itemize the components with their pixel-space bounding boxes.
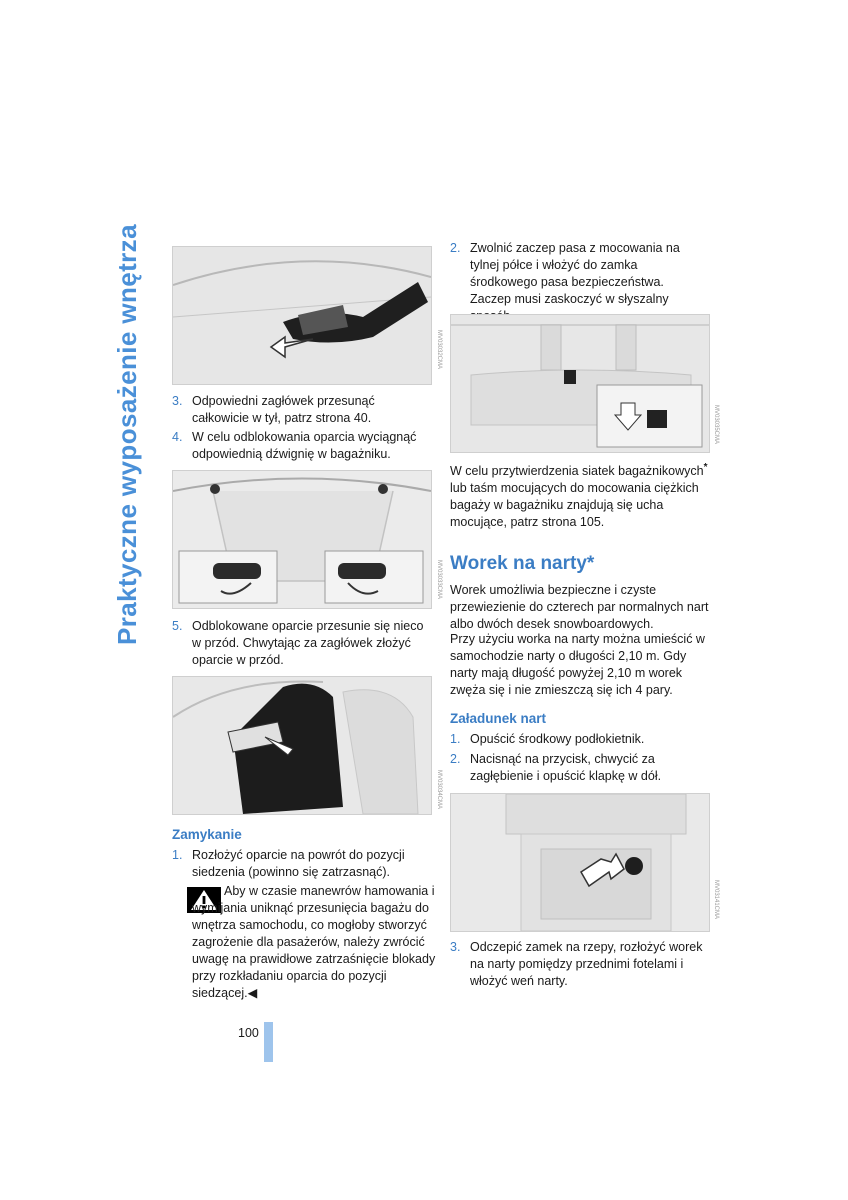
- step-number: 3.: [172, 394, 183, 408]
- headrest-pull-illustration: [173, 247, 431, 384]
- trunk-levers-illustration: [173, 471, 431, 608]
- step-text: Odpowiedni zagłówek przesunąć całkowicie w tył, patrz strona 40.: [192, 394, 375, 425]
- armrest-button-illustration: [451, 794, 709, 931]
- belt-buckle-illustration: [451, 315, 709, 452]
- list-item-step-4: [172, 429, 434, 463]
- step-number: 2.: [450, 241, 461, 255]
- figure-code: MV03035CMA: [713, 405, 719, 445]
- section-heading-closing: Zamykanie: [172, 827, 242, 842]
- section-heading-loading: Załadunek nart: [450, 711, 547, 726]
- list-item-step-2: [450, 240, 712, 308]
- step-number: 1.: [450, 732, 461, 746]
- step-text: Rozłożyć oparcie na powrót do pozycji siedzenia (powinno się zatrzasnąć).: [192, 848, 405, 879]
- step-number: 4.: [172, 430, 183, 444]
- nets-paragraph-text-a: W celu przytwierdzenia siatek bagażnikowych: [450, 464, 704, 479]
- step-text: Nacisnąć na przycisk, chwycić za zagłębienie i opuścić klapkę w dół.: [470, 752, 662, 783]
- step-number: 1.: [172, 848, 183, 862]
- nets-paragraph: [450, 459, 712, 531]
- nets-paragraph-star: *: [703, 462, 708, 473]
- figure-headrest-pull: [172, 246, 432, 385]
- page-marker-bar: [264, 1022, 273, 1062]
- list-item-step-3: [172, 393, 434, 427]
- step-text: Odczepić zamek na rzepy, rozłożyć worek na narty pomiędzy przednimi fotelami i włożyć weń narty.: [470, 940, 703, 988]
- figure-code: MV03033CMA: [436, 560, 442, 600]
- list-item-loading-step-3: [450, 939, 712, 990]
- step-text: Opuścić środkowy podłokietnik.: [470, 732, 645, 746]
- figure-seatback-fold: [172, 676, 432, 815]
- page-number: 100: [238, 1026, 259, 1040]
- list-item-step-5: [172, 618, 434, 669]
- figure-trunk-levers: [172, 470, 432, 609]
- section-heading-ski-bag: Worek na narty*: [450, 553, 595, 574]
- list-item-loading-step-2: [450, 751, 712, 785]
- seatback-fold-illustration: [173, 677, 431, 814]
- ski-intro-paragraph: Worek umożliwia bezpieczne i czyste przewiezienie do czterech par normalnych nart albo dwóch desek snowboardowych.: [450, 583, 709, 631]
- list-item-loading-step-1: [450, 731, 712, 748]
- figure-code: MV03034CMA: [436, 770, 442, 810]
- step-text: W celu odblokowania oparcia wyciągnąć odpowiednią dźwignię w bagażniku.: [192, 430, 417, 461]
- list-item-closing-step-1: [172, 847, 434, 881]
- step-text: Odblokowane oparcie przesunie się nieco w przód. Chwytając za zagłówek złożyć oparcie w przód.: [192, 619, 424, 667]
- figure-belt-buckle: [450, 314, 710, 453]
- chapter-side-title: Praktyczne wyposażenie wnętrza: [112, 224, 142, 645]
- ski-note-paragraph: Przy użyciu worka na narty można umieścić w samochodzie narty o długości 2,10 m. Gdy narty mają długość powyżej 2,10 m worek zwęża się i nie zmieszczą się ich 4 pary.: [450, 632, 705, 697]
- figure-armrest-button: [450, 793, 710, 932]
- figure-code: MV03032CMA: [436, 330, 442, 370]
- step-number: 5.: [172, 619, 183, 633]
- figure-code: MV03141CMA: [713, 880, 719, 920]
- warning-text: Aby w czasie manewrów hamowania i wymijania uniknąć przesunięcia bagażu do wnętrza samochodu, co mogłoby stworzyć zagrożenie dla pasażerów, należy zwrócić uwagę na prawidłowe zatrzaśnięcie blokady przy rozkładaniu oparcia do pozycji siedzącej.◀: [192, 884, 436, 1000]
- step-number: 3.: [450, 940, 461, 954]
- nets-paragraph-text-b: lub taśm mocujących do mocowania ciężkich bagaży w bagażniku znajdują się ucha mocujące, patrz strona 105.: [450, 481, 699, 530]
- step-text: Zwolnić zaczep pasa z mocowania na tylnej półce i włożyć do zamka środkowego pasa bezpieczeństwa. Zaczep musi zaskoczyć w słyszalny: [470, 241, 680, 306]
- step-number: 2.: [450, 752, 461, 766]
